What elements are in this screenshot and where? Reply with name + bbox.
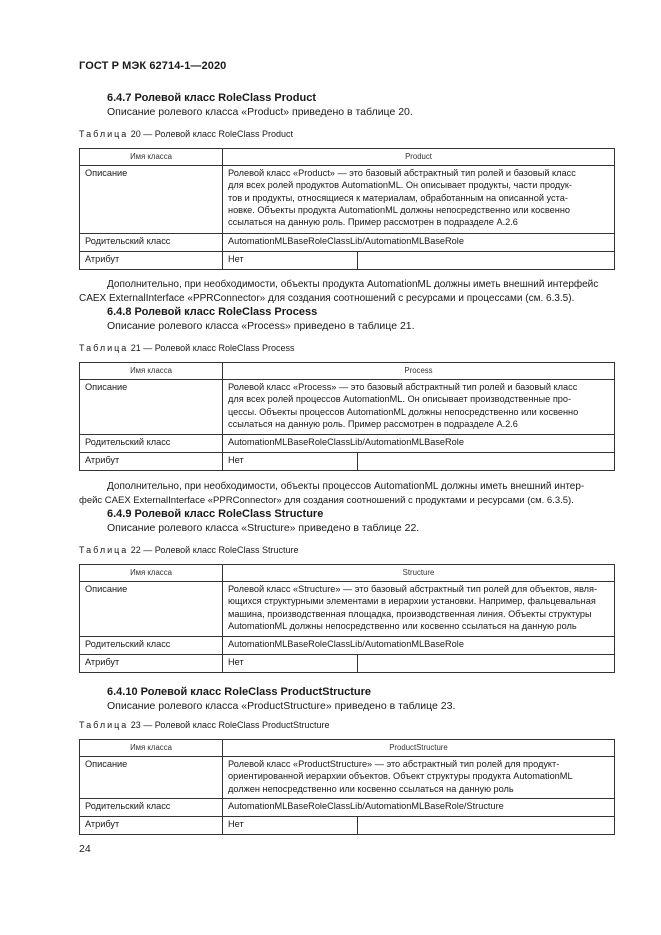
column-header-value: Product [223, 149, 615, 166]
section-intro: Описание ролевого класса «Product» приведено в таблице 20. [107, 106, 413, 118]
column-header-name: Имя класса [80, 363, 223, 380]
attribute-value: Нет [223, 817, 358, 835]
table-caption [79, 343, 295, 353]
description-line: ющихся структурными элементами в иерархии установки. Например, фальцевальная [228, 596, 596, 607]
empty-cell [358, 252, 615, 270]
row-label-attribute: Атрибут [80, 817, 223, 835]
section-intro: Описание ролевого класса «Process» приведено в таблице 21. [107, 320, 415, 332]
section-heading: 6.4.10 Ролевой класс RoleClass ProductStructure [107, 686, 371, 698]
row-label-description: Описание [80, 380, 223, 435]
column-header-value: Process [223, 363, 615, 380]
table-caption-text: 20 — Ролевой класс RoleClass Product [128, 129, 294, 139]
description-line: Ролевой класс «Structure» — это базовый абстрактный тип ролей для объектов, явля- [228, 584, 598, 595]
paragraph-line: Дополнительно, при необходимости, объекты продукта AutomationML должны иметь внешний интерфейс [107, 279, 599, 290]
row-label-attribute: Атрибут [80, 252, 223, 270]
empty-cell [358, 655, 615, 673]
note-paragraph [79, 278, 619, 305]
table-caption [79, 129, 293, 139]
row-label-parent: Родительский класс [80, 234, 223, 252]
row-label-description: Описание [80, 757, 223, 799]
table-caption-text: 23 — Ролевой класс RoleClass ProductStructure [128, 720, 330, 730]
description-line: Ролевой класс «ProductStructure» — это абстрактный тип ролей для продукт- [228, 759, 560, 770]
role-class-table [79, 564, 615, 673]
parent-class-value: AutomationMLBaseRoleClassLib/AutomationMLBaseRole [223, 435, 615, 453]
row-label-attribute: Атрибут [80, 655, 223, 673]
parent-class-value: AutomationMLBaseRoleClassLib/AutomationMLBaseRole [223, 637, 615, 655]
attribute-value: Нет [223, 453, 358, 471]
page-number: 24 [79, 843, 91, 855]
description-line: Ролевой класс «Product» — это базовый абстрактный тип ролей и базовый класс [228, 168, 576, 179]
parent-class-value: AutomationMLBaseRoleClassLib/AutomationMLBaseRole/Structure [223, 799, 615, 817]
description-line: для всех ролей процессов AutomationML. Он описывает производственные про- [228, 394, 572, 405]
column-header-value: Structure [223, 565, 615, 582]
column-header-name: Имя класса [80, 149, 223, 166]
table-caption-prefix: Таблица [79, 343, 129, 353]
table-caption-text: 22 — Ролевой класс RoleClass Structure [128, 545, 299, 555]
table-caption-prefix: Таблица [79, 129, 129, 139]
table-caption-prefix: Таблица [79, 720, 129, 730]
table-caption-text: 21 — Ролевой класс RoleClass Process [128, 343, 295, 353]
row-label-attribute: Атрибут [80, 453, 223, 471]
description-line: ссылаться на данную роль. Пример рассмотрен в подразделе А.2.6 [228, 217, 518, 228]
table-caption [79, 720, 330, 730]
attribute-value: Нет [223, 655, 358, 673]
description-line: цессы. Объекты процессов AutomationML должны непосредственно или косвенно [228, 406, 579, 417]
parent-class-value: AutomationMLBaseRoleClassLib/AutomationMLBaseRole [223, 234, 615, 252]
table-caption [79, 545, 299, 555]
column-header-name: Имя класса [80, 740, 223, 757]
description-cell [223, 757, 615, 799]
description-cell [223, 380, 615, 435]
section-heading: 6.4.9 Ролевой класс RoleClass Structure [107, 508, 324, 520]
document-header: ГОСТ Р МЭК 62714-1—2020 [79, 60, 227, 72]
description-cell [223, 582, 615, 637]
table-caption-prefix: Таблица [79, 545, 129, 555]
role-class-table [79, 148, 615, 270]
note-paragraph [79, 480, 619, 507]
description-line: новке. Объекты продукта AutomationML должны непосредственно или косвенно [228, 204, 571, 215]
description-cell [223, 166, 615, 234]
row-label-description: Описание [80, 582, 223, 637]
row-label-parent: Родительский класс [80, 435, 223, 453]
column-header-name: Имя класса [80, 565, 223, 582]
paragraph-line: CAEX ExternalInterface «PPRConnector» для создания соотношений с ресурсами и процессами (см. 6.3.5). [79, 292, 575, 304]
paragraph-line: Дополнительно, при необходимости, объекты процессов AutomationML должны иметь внешний интер- [107, 481, 585, 492]
empty-cell [358, 453, 615, 471]
description-line: Ролевой класс «Process» — это базовый абстрактный тип ролей и базовый класс [228, 382, 578, 393]
description-line: должен непосредственно или косвенно ссылаться на данную роль [228, 783, 514, 794]
description-line: машина, производственная площадка, производственная линия. Объекты структуры [228, 608, 592, 619]
description-line: для всех ролей продуктов AutomationML. Он описывает продукты, части продук- [228, 180, 572, 191]
description-line: ссылаться на данную роль. Пример рассмотрен в подразделе А.2.6 [228, 418, 518, 429]
row-label-parent: Родительский класс [80, 799, 223, 817]
paragraph-line: фейс CAEX ExternalInterface «PPRConnector» для создания соотношений с продуктами и ресурсами (см. 6.3.5). [79, 494, 574, 506]
role-class-table [79, 362, 615, 471]
empty-cell [358, 817, 615, 835]
section-heading: 6.4.7 Ролевой класс RoleClass Product [107, 92, 316, 104]
description-line: AutomationML должны непосредственно или косвенно ссылаться на данную роль [228, 620, 577, 631]
section-intro: Описание ролевого класса «Structure» приведено в таблице 22. [107, 522, 420, 534]
row-label-parent: Родительский класс [80, 637, 223, 655]
role-class-table [79, 739, 615, 835]
section-heading: 6.4.8 Ролевой класс RoleClass Process [107, 306, 318, 318]
attribute-value: Нет [223, 252, 358, 270]
description-line: ориентированной иерархии объектов. Объект структуры продукта AutomationML [228, 771, 573, 782]
row-label-description: Описание [80, 166, 223, 234]
description-line: тов и продукты, относящиеся к материалам, обработанным на описанной уста- [228, 192, 568, 203]
section-intro: Описание ролевого класса «ProductStructure» приведено в таблице 23. [107, 700, 456, 712]
column-header-value: ProductStructure [223, 740, 615, 757]
